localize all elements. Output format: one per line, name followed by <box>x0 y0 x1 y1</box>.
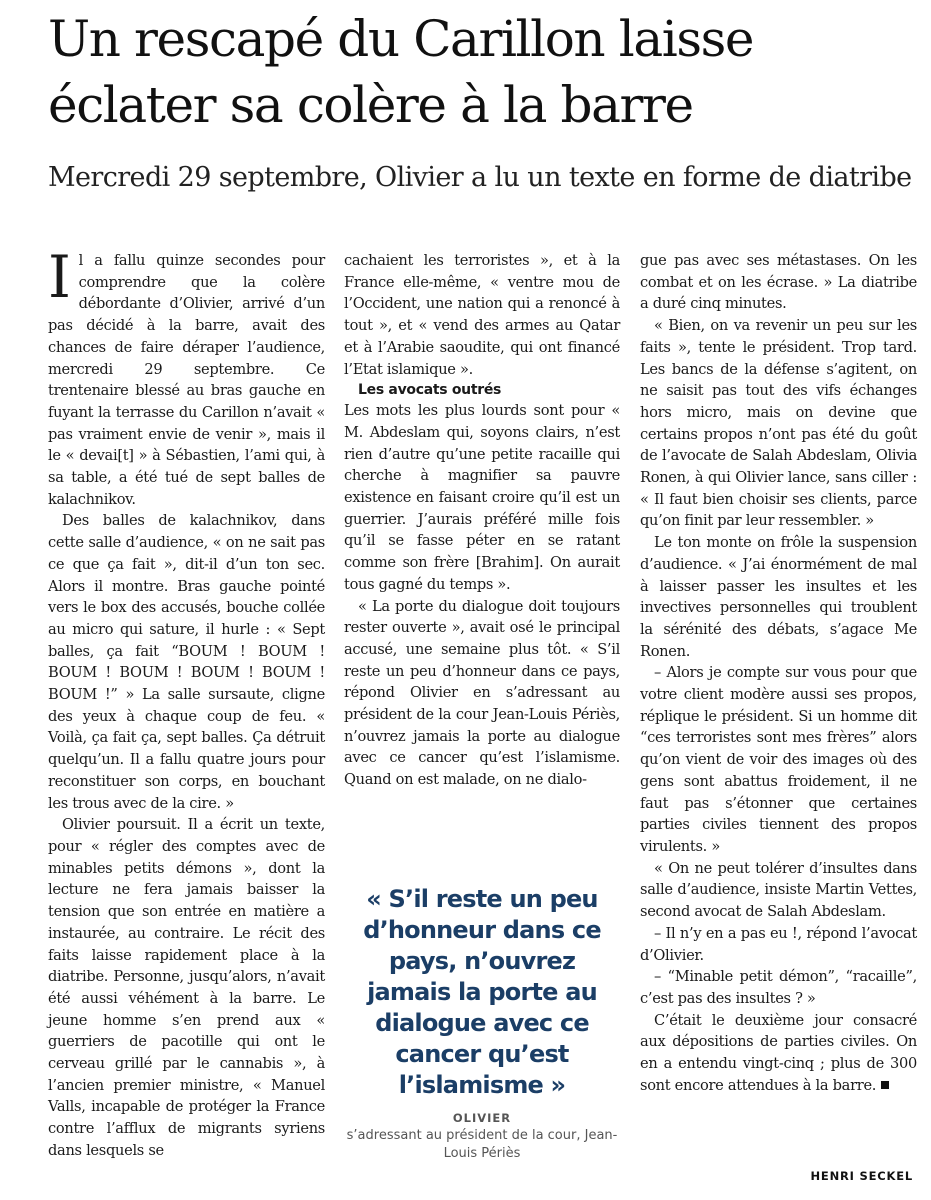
paragraph: cachaient les terroristes », et à la France elle-même, « ventre mou de l’Occident, une nation qui a renoncé à tout », et « vend des armes au Qatar et à l’Arabie saoudite, qui ont financé l’Etat islamique ». <box>344 252 620 378</box>
paragraph: « La porte du dialogue doit toujours rester ouverte », avait osé le principal accusé, une semaine plus tôt. « S’il reste un peu d’honneur dans ce pays, répond Olivier en s’adressant au président de la cour Jean-Louis Périès, n’ouvrez jamais la porte au dialogue avec ce cancer qu’est l’islamisme. Quand on est malade, on ne dialo- <box>344 597 620 789</box>
article-column-3 <box>640 250 917 1096</box>
paragraph: Il a fallu quinze secondes pour comprendre que la colère débordante d’Olivier, arrivé d’un pas décidé à la barre, avait des chances de faire déraper l’audience, mercredi 29 septembre. Ce trentenaire blessé au bras gauche en fuyant la terrasse du Carillon n’avait « pas vraiment envie de venir », mais il le « devai[t] » à Sébastien, l’ami qui, à sa table, a été tué de sept balles de kalachnikov. <box>48 243 325 508</box>
byline: HENRI SECKEL <box>810 1169 913 1183</box>
subheadline: Mercredi 29 septembre, Olivier a lu un texte en forme de diatribe <box>48 162 912 193</box>
paragraph: Olivier poursuit. Il a écrit un texte, pour « régler des comptes avec de minables petits démons », dont la lecture ne fera jamais baisser la tension que son entrée en matière a instaurée, au contraire. Le récit des faits laisse rapidement place à la diatribe. Personne, jusqu’alors, n’avait été aussi véhément à la barre. Le jeune homme s’en prend aux « guerriers de pacotille qui ont le cerveau grillé par le cannabis », à l’ancien premier ministre, « Manuel Valls, incapable de protéger la France contre l’afflux de migrants syriens dans lesquels se <box>48 816 325 1159</box>
paragraph: Les mots les plus lourds sont pour « M. Abdeslam qui, soyons clairs, n’est rien d’autre qu’une petite racaille qui cherche à magnifier sa pauvre existence en faisant croire qu’il est un guerrier. J’aurais préféré mille fois qu’il se fasse péter en se ratant comme son frère [Brahim]. On aurait tous gagné du temps ». <box>344 402 620 593</box>
article-column-2 <box>344 250 620 791</box>
pull-quote <box>346 884 618 1163</box>
article-column-1 <box>48 243 325 1162</box>
paragraph: – Il n’y en a pas eu !, répond l’avocat d’Olivier. <box>640 924 917 964</box>
paragraph: Le ton monte on frôle la suspension d’audience. « J’ai énormément de mal à laisser passer les insultes et les invectives personnelles qui troublent la sérénité des débats, s’agace Me Ronen. <box>640 534 917 660</box>
paragraph: – “Minable petit démon”, “racaille”, c’est pas des insultes ? » <box>640 968 917 1007</box>
paragraph: C’était le deuxième jour consacré aux dépositions de parties civiles. On en a entendu vingt-cinq ; plus de 300 sont encore attendues à la barre. <box>640 1011 917 1094</box>
paragraph: « On ne peut tolérer d’insultes dans salle d’audience, insiste Martin Vettes, second avocat de Salah Abdeslam. <box>640 859 917 921</box>
headline: Un rescapé du Carillon laisse éclater sa colère à la barre <box>48 10 754 134</box>
end-of-article-mark <box>881 1081 889 1089</box>
pull-quote-text: « S’il reste un peu d’honneur dans ce pays, n’ouvrez jamais la porte au dialogue avec ce cancer qu’est l’islamisme » <box>363 885 601 1099</box>
paragraph: gue pas avec ses métastases. On les combat et on les écrase. » La diatribe a duré cinq minutes. <box>640 252 917 313</box>
pull-quote-author: OLIVIER <box>452 1111 512 1125</box>
paragraph: « Bien, on va revenir un peu sur les faits », tente le président. Trop tard. Les bancs de la défense s’agitent, on ne saisit pas tout des vifs échanges hors micro, mais on devine que certains propos n’ont pas été du goût de l’avocate de Salah Abdeslam, Olivia Ronen, à qui Olivier lance, sans ciller : « Il faut bien choisir ses clients, parce qu’on finit par leur ressembler. » <box>640 317 917 530</box>
drop-cap: I <box>48 243 71 311</box>
paragraph: Des balles de kalachnikov, dans cette salle d’audience, « on ne sait pas ce que ça fait », dit-il d’un ton sec. Alors il montre. Bras gauche pointé vers le box des accusés, bouche collée au micro qui sature, il hurle : « Sept balles, ça fait “BOUM ! BOUM ! BOUM ! BOUM ! BOUM ! BOUM ! BOUM !” » La salle sursaute, cligne des yeux à chaque coup de feu. « Voilà, ça fait ça, sept balles. Ça détruit quelqu’un. Il a fallu quatre jours pour reconstituer son corps, en bouchant les trous avec de la cire. » <box>48 512 325 812</box>
paragraph: – Alors je compte sur vous pour que votre client modère aussi ses propos, réplique le président. Si un homme dit “ces terroristes sont mes frères” alors qu’on vient de voir des images où des gens sont abattus froidement, il ne faut pas s’étonner que certaines parties civiles tiennent des propos virulents. » <box>640 664 917 855</box>
pull-quote-context: s’adressant au président de la cour, Jean-Louis Périès <box>346 1128 618 1161</box>
section-subheading: Les avocats outrés <box>358 382 502 399</box>
